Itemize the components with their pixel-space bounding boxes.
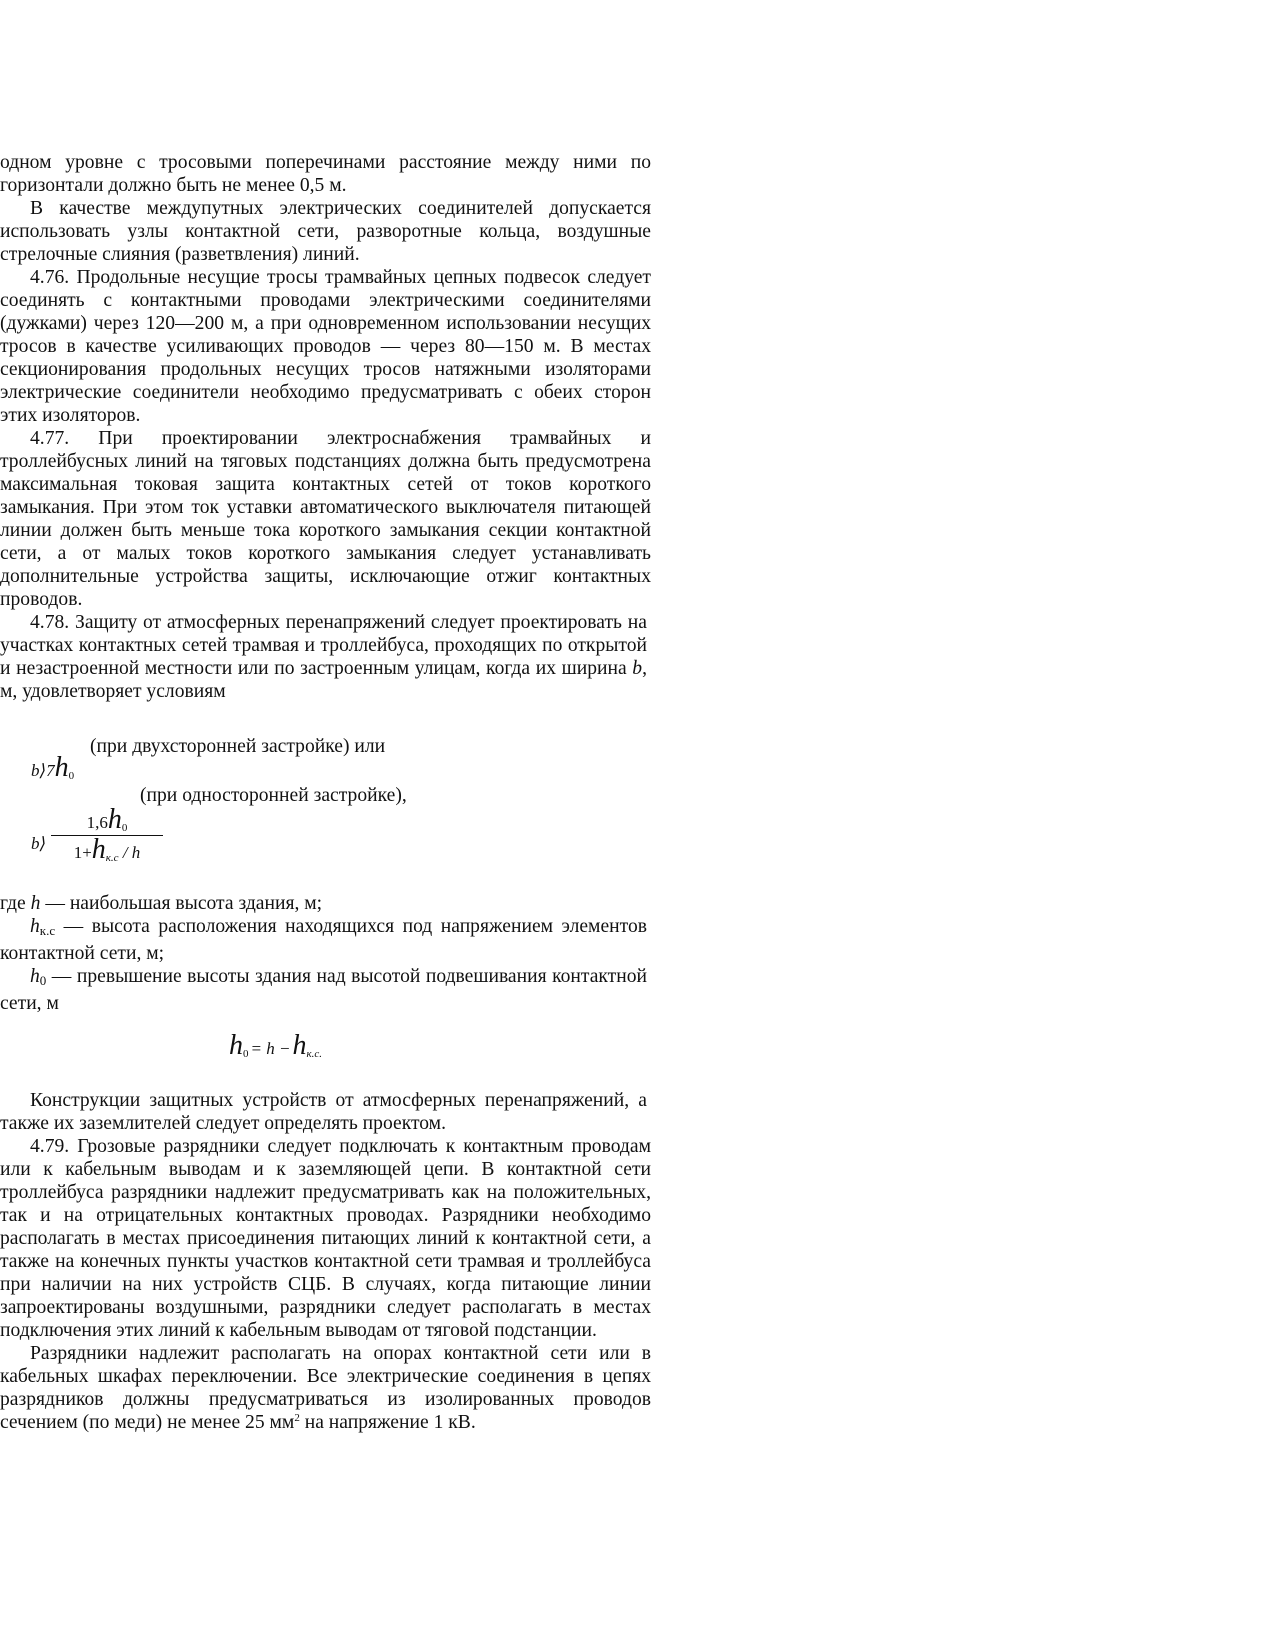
formula2-den-sub: к.с bbox=[105, 852, 119, 864]
paragraph-protection-design: Конструкции защитных устройств от атмосферных перенапряжений, а также их заземлителей следует определять проектом. bbox=[0, 1090, 647, 1134]
formula-3 bbox=[229, 1030, 322, 1062]
definition-h0-sub: 0 bbox=[39, 973, 47, 988]
formula2-note: (при односторонней застройке), bbox=[140, 785, 407, 806]
formula2-numerator bbox=[51, 804, 163, 836]
formula2-lhs: b⟩ bbox=[31, 834, 47, 853]
formula2-den-h: h bbox=[91, 834, 106, 865]
formula2-num-h: h bbox=[107, 804, 122, 835]
paragraph-connectors: В качестве междупутных электрических соединителей допускается использовать узлы контактной сети, разворотные кольца, воздушные стрелочные слияния (разветвления) линий. bbox=[0, 198, 651, 265]
paragraph-arresters-sup: 2 bbox=[294, 1412, 300, 1424]
definition-h-text: — наибольшая высота здания, м; bbox=[40, 893, 323, 914]
formula3-h2: h bbox=[292, 1030, 307, 1061]
paragraph-arresters-text: Разрядники надлежит располагать на опорах контактной сети или в кабельных шкафах переключении. Все электрические соединения в цепях разрядников должны предусматриваться из изолированных проводов сечением (по меди) не менее 25 мм bbox=[0, 1343, 651, 1433]
formula1-lhs: b⟩7 bbox=[31, 761, 55, 780]
formula1-note: (при двухсторонней застройке) или bbox=[90, 736, 386, 757]
formula-1 bbox=[31, 752, 74, 788]
paragraph-arresters-tail: на напряжение 1 кВ. bbox=[299, 1412, 476, 1433]
variable-b: b bbox=[632, 658, 643, 679]
formula2-denominator bbox=[51, 834, 163, 866]
formula2-den-tail: / h bbox=[122, 843, 141, 862]
paragraph-4-77: 4.77. При проектировании электроснабжения трамвайных и троллейбусных линий на тяговых подстанциях должна быть предусмотрена максимальная токовая защита контактных сетей от токов короткого замыкания. При этом ток уставки автоматического выключателя питающей линии должен быть меньше тока короткого замыкания секции контактной сети, а от малых токов короткого замыкания следует устанавливать дополнительные устройства защиты, исключающие отжиг контактных проводов. bbox=[0, 428, 651, 610]
formula2-num-sub: 0 bbox=[121, 822, 128, 834]
definition-h-prefix: где bbox=[0, 893, 31, 914]
paragraph-4-78 bbox=[0, 611, 647, 703]
paragraph-4-78-tail: , м, удовлетворяет условиям bbox=[0, 658, 647, 702]
definitions-block bbox=[0, 892, 647, 1015]
definition-h0-var: h bbox=[30, 966, 40, 987]
paragraph-arresters bbox=[0, 1342, 651, 1434]
definition-hkc-var: h bbox=[30, 916, 40, 937]
definition-h0-text: — превышение высоты здания над высотой подвешивания контактной сети, м bbox=[0, 966, 647, 1014]
definition-hkc-sub: к.с bbox=[39, 923, 56, 938]
definition-hkc bbox=[0, 915, 647, 965]
text-block-bottom bbox=[0, 1089, 651, 1434]
definition-hkc-text: — высота расположения находящихся под напряжением элементов контактной сети, м; bbox=[0, 916, 647, 964]
paragraph-4-76: 4.76. Продольные несущие тросы трамвайных цепных подвесок следует соединять с контактными проводами электрическими соединителями (дужками) через 120—200 м, а при одновременном использовании несущих тросов в качестве усиливающих проводов — через 80—150 м. В местах секционирования продольных несущих тросов натяжными изоляторами электрические соединители необходимо предусматривать с обеих сторон этих изоляторов. bbox=[0, 267, 651, 426]
formula2-num-coef: 1,6 bbox=[86, 813, 108, 832]
paragraph-4-78-text: 4.78. Защиту от атмосферных перенапряжений следует проектировать на участках контактных сетей трамвая и троллейбуса, проходящих по открытой и незастроенной местности или по застроенным улицам, когда их ширина bbox=[0, 612, 647, 679]
formula1-h: h bbox=[54, 752, 69, 783]
definition-h0 bbox=[0, 965, 647, 1015]
definition-h-var: h bbox=[30, 893, 41, 914]
formula2-den-one: 1+ bbox=[73, 843, 92, 862]
paragraph-4-79: 4.79. Грозовые разрядники следует подключать к контактным проводам или к кабельным выводам и к заземляющей цепи. В контактной сети троллейбуса разрядники надлежит предусматривать как на положительных, так и на отрицательных контактных проводах. Разрядники необходимо располагать в местах присоединения питающих линий к контактной сети, а также на конечных пункты участков контактной сети трамвая и троллейбуса при наличии на них устройств СЦБ. В случаях, когда питающие линии запроектированы воздушными, разрядники следует располагать в местах подключения этих линий к кабельным выводам от тяговой подстанции. bbox=[0, 1136, 651, 1341]
paragraph-continuation: одном уровне с тросовыми поперечинами расстояние между ними по горизонтали должно быть не менее 0,5 м. bbox=[0, 152, 651, 196]
formula3-eq: = h − bbox=[250, 1039, 291, 1058]
text-block-top bbox=[0, 151, 651, 703]
formula3-sub: 0 bbox=[243, 1048, 249, 1060]
formula3-sub2: к.с. bbox=[306, 1048, 322, 1060]
formula1-sub: 0 bbox=[68, 770, 75, 782]
formula3-h: h bbox=[229, 1030, 243, 1061]
definition-h bbox=[0, 892, 647, 915]
